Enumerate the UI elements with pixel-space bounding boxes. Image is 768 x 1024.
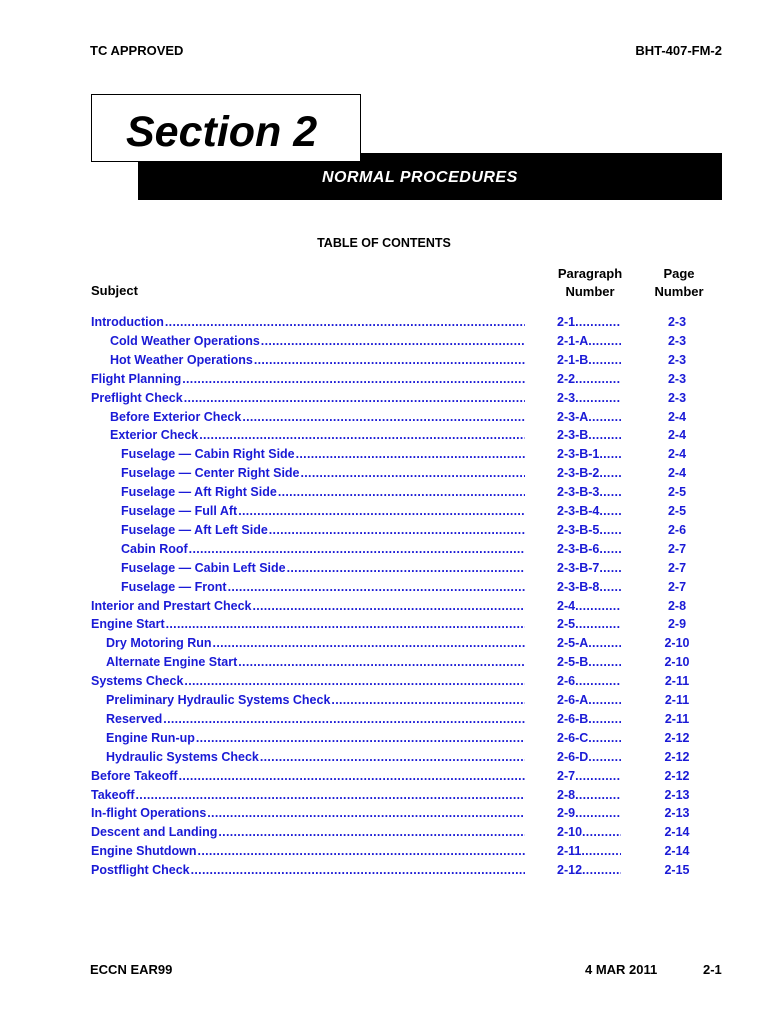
toc-entry-subject[interactable] bbox=[121, 445, 525, 464]
toc-entry-paragraph bbox=[557, 634, 621, 653]
toc-entry-subject[interactable] bbox=[121, 502, 525, 521]
toc-entry-page: 2-4 bbox=[667, 409, 687, 424]
toc-entry-subject-text: Introduction bbox=[91, 315, 164, 329]
toc-entry-subject-text: Descent and Landing bbox=[91, 825, 218, 840]
toc-entry-page: 2-9 bbox=[667, 617, 687, 632]
toc-entry-subject[interactable] bbox=[91, 823, 525, 842]
toc-entry-subject[interactable] bbox=[106, 710, 525, 729]
toc-entry[interactable] bbox=[0, 521, 768, 540]
toc-entry-paragraph-text: 2-2 bbox=[557, 371, 576, 386]
toc-entry-page: 2-7 bbox=[667, 579, 687, 594]
toc-entry-subject-text: Fuselage — Front bbox=[121, 579, 227, 594]
toc-entry-subject-text: Fuselage — Full Aft bbox=[121, 504, 238, 518]
toc-entry-subject-text: Fuselage — Aft Left Side bbox=[121, 522, 268, 537]
toc-entry-subject-text: Before Exterior Check bbox=[110, 409, 242, 424]
toc-entry-page: 2-3 bbox=[667, 352, 687, 367]
toc-entry[interactable] bbox=[0, 823, 768, 842]
toc-entry-page: 2-11 bbox=[664, 674, 690, 689]
column-header-page bbox=[640, 265, 718, 301]
toc-entry-paragraph-text: 2-5 bbox=[557, 617, 576, 632]
toc-entry-subject-text: Exterior Check bbox=[110, 428, 199, 443]
toc-title: TABLE OF CONTENTS bbox=[317, 236, 451, 250]
toc-entry-paragraph-text: 2-5-A bbox=[557, 636, 589, 651]
toc-entry-subject-text: Engine Start bbox=[91, 617, 165, 632]
toc-entry-subject-text: Takeoff bbox=[91, 787, 135, 802]
toc-entry-paragraph-text: 2-3-B-7 bbox=[557, 560, 600, 575]
toc-entry-subject-text: Postflight Check bbox=[91, 863, 190, 878]
toc-entry-subject-text: Engine Shutdown bbox=[91, 844, 197, 859]
toc-entry[interactable] bbox=[0, 370, 768, 389]
toc-entry-page: 2-12 bbox=[664, 730, 690, 745]
toc-entry-paragraph-text: 2-12 bbox=[557, 863, 583, 878]
toc-entry-paragraph bbox=[557, 710, 621, 729]
section-title: Section 2 bbox=[126, 108, 318, 156]
toc-entry-paragraph bbox=[557, 445, 621, 464]
toc-entry-paragraph bbox=[557, 653, 621, 672]
toc-entry-subject[interactable] bbox=[91, 842, 525, 861]
toc-entry-paragraph-text: 2-6 bbox=[557, 674, 576, 689]
toc-entry-page: 2-13 bbox=[664, 806, 690, 821]
toc-entry-page: 2-5 bbox=[667, 485, 687, 500]
toc-entry-paragraph bbox=[557, 351, 621, 370]
toc-entry-subject[interactable] bbox=[121, 483, 525, 502]
toc-entry-paragraph-text: 2-6-A bbox=[557, 693, 589, 707]
toc-entry-subject[interactable] bbox=[106, 729, 525, 748]
header-document-number: BHT-407-FM-2 bbox=[635, 43, 722, 58]
toc-entry-paragraph-text: 2-4 bbox=[557, 598, 576, 613]
toc-entry-page: 2-6 bbox=[667, 522, 687, 537]
toc-entry-paragraph-text: 2-10 bbox=[557, 825, 583, 840]
toc-entry-paragraph bbox=[557, 597, 621, 616]
toc-entry-subject[interactable] bbox=[110, 408, 525, 427]
toc-entry-page: 2-11 bbox=[664, 693, 690, 707]
toc-entry-subject[interactable] bbox=[91, 615, 525, 634]
toc-entry[interactable] bbox=[0, 597, 768, 616]
toc-entry-paragraph bbox=[557, 823, 621, 842]
toc-entry[interactable] bbox=[0, 842, 768, 861]
toc-entry-paragraph bbox=[557, 540, 621, 559]
toc-entry-subject[interactable] bbox=[91, 672, 525, 691]
toc-entry-page: 2-3 bbox=[667, 315, 687, 329]
toc-entry-subject[interactable] bbox=[106, 691, 525, 710]
toc-entry-page: 2-10 bbox=[664, 655, 690, 670]
toc-entry-subject[interactable] bbox=[121, 578, 525, 597]
toc-entry[interactable] bbox=[0, 540, 768, 559]
toc-entry-paragraph-text: 2-6-B bbox=[557, 711, 589, 726]
column-header-paragraph-line2: Number bbox=[565, 284, 615, 299]
toc-entry-page: 2-11 bbox=[664, 711, 690, 726]
toc-entry[interactable] bbox=[0, 578, 768, 597]
toc-entry[interactable] bbox=[0, 672, 768, 691]
column-header-paragraph-line1: Paragraph bbox=[557, 266, 623, 281]
toc-entry-paragraph bbox=[557, 464, 621, 483]
toc-entry-subject[interactable] bbox=[91, 767, 525, 786]
toc-entry-page: 2-4 bbox=[667, 447, 687, 462]
toc-entry-subject[interactable] bbox=[91, 370, 525, 389]
toc-entry-paragraph-text: 2-7 bbox=[557, 768, 576, 783]
toc-entry-paragraph bbox=[557, 313, 621, 332]
toc-entry-subject-text: Systems Check bbox=[91, 674, 184, 689]
toc-entry-subject-text: Hydraulic Systems Check bbox=[106, 749, 259, 764]
toc-entry-subject[interactable] bbox=[121, 540, 525, 559]
toc-entry-subject-text: Fuselage — Cabin Right Side bbox=[121, 447, 295, 462]
toc-entry-paragraph bbox=[557, 748, 621, 767]
toc-entry[interactable] bbox=[0, 710, 768, 729]
toc-entry-paragraph-text: 2-6-C bbox=[557, 730, 589, 745]
toc-entry-subject-text: Before Takeoff bbox=[91, 768, 178, 783]
toc-entry-subject-text: Reserved bbox=[106, 711, 163, 726]
toc-entry-paragraph-text: 2-11 bbox=[557, 844, 582, 859]
footer-page-number: 2-1 bbox=[703, 962, 722, 977]
toc-entry[interactable] bbox=[0, 351, 768, 370]
toc-entry-paragraph bbox=[557, 483, 621, 502]
header-left: TC APPROVED bbox=[90, 43, 184, 58]
toc-entry-paragraph-text: 2-8 bbox=[557, 787, 576, 802]
toc-entry-subject-text: Alternate Engine Start bbox=[106, 655, 238, 670]
toc-entry-subject[interactable] bbox=[110, 426, 525, 445]
toc-entry-subject-text: Fuselage — Aft Right Side bbox=[121, 485, 277, 500]
toc-entry-subject[interactable] bbox=[91, 786, 525, 805]
toc-entry[interactable] bbox=[0, 786, 768, 805]
toc-entry-paragraph-text: 2-3-B-6 bbox=[557, 541, 600, 556]
toc-entry-paragraph bbox=[557, 861, 621, 880]
toc-entry[interactable] bbox=[0, 502, 768, 521]
column-header-page-line2: Number bbox=[654, 284, 704, 299]
toc-entry-subject-text: Dry Motoring Run bbox=[106, 636, 212, 651]
toc-entry-paragraph-text: 2-3-B-3 bbox=[557, 485, 600, 500]
toc-entry[interactable] bbox=[0, 559, 768, 578]
footer-eccn: ECCN EAR99 bbox=[90, 962, 173, 977]
column-header-paragraph bbox=[544, 265, 636, 301]
toc-entry-paragraph-text: 2-3-B-4 bbox=[557, 504, 600, 518]
toc-entry-paragraph bbox=[557, 502, 621, 521]
toc-entry-paragraph bbox=[557, 786, 621, 805]
toc-entry-page: 2-10 bbox=[664, 636, 690, 651]
toc-entry-subject-text: Flight Planning bbox=[91, 371, 182, 386]
toc-entry-subject-text: In-flight Operations bbox=[91, 806, 207, 821]
toc-entry-page: 2-5 bbox=[667, 504, 687, 518]
toc-entry-paragraph bbox=[557, 426, 621, 445]
toc-entry-paragraph-text: 2-3-B-1 bbox=[557, 447, 600, 462]
toc-entry-subject[interactable] bbox=[91, 313, 525, 332]
toc-entry-subject[interactable] bbox=[106, 748, 525, 767]
toc-entry-subject-text: Fuselage — Center Right Side bbox=[121, 466, 300, 481]
toc-entry[interactable] bbox=[0, 313, 768, 332]
toc-entry-page: 2-3 bbox=[667, 390, 687, 405]
toc-entry[interactable] bbox=[0, 408, 768, 427]
toc-entry-page: 2-4 bbox=[667, 466, 687, 481]
toc-entry[interactable] bbox=[0, 691, 768, 710]
toc-entry[interactable] bbox=[0, 767, 768, 786]
footer-date: 4 MAR 2011 bbox=[585, 962, 658, 977]
toc-entry[interactable] bbox=[0, 483, 768, 502]
toc-entry-subject[interactable] bbox=[91, 597, 525, 616]
toc-entry-paragraph bbox=[557, 521, 621, 540]
toc-entry-paragraph bbox=[557, 842, 621, 861]
toc-entry-subject[interactable] bbox=[106, 634, 525, 653]
toc-entry-paragraph bbox=[557, 559, 621, 578]
toc-entry-subject-text: Cold Weather Operations bbox=[110, 333, 260, 348]
toc-entry-paragraph-text: 2-5-B bbox=[557, 655, 589, 670]
column-header-page-line1: Page bbox=[663, 266, 695, 281]
toc-entry[interactable] bbox=[0, 653, 768, 672]
toc-entry-paragraph-text: 2-3-B bbox=[557, 428, 589, 443]
toc-entry-page: 2-4 bbox=[667, 428, 687, 443]
toc-entry-page: 2-7 bbox=[667, 541, 687, 556]
toc-entry[interactable] bbox=[0, 332, 768, 351]
toc-entry-page: 2-3 bbox=[667, 371, 687, 386]
toc-entry-paragraph-text: 2-3-A bbox=[557, 409, 589, 424]
toc-entry-paragraph bbox=[557, 615, 621, 634]
toc-entry-subject[interactable] bbox=[91, 389, 525, 408]
toc-entry[interactable] bbox=[0, 804, 768, 823]
toc-entry-subject-text: Preliminary Hydraulic Systems Check bbox=[106, 693, 331, 707]
toc-entry-page: 2-8 bbox=[667, 598, 687, 613]
toc-entry-paragraph bbox=[557, 578, 621, 597]
toc-entry-page: 2-14 bbox=[664, 844, 690, 859]
toc-entry-paragraph-text: 2-3-B-5 bbox=[557, 522, 600, 537]
toc-entry-subject[interactable] bbox=[106, 653, 525, 672]
toc-entry[interactable] bbox=[0, 748, 768, 767]
toc-entry-subject-text: Hot Weather Operations bbox=[110, 352, 253, 367]
toc-entry-subject-text: Interior and Prestart Check bbox=[91, 598, 252, 613]
toc-entry-subject[interactable] bbox=[110, 332, 525, 351]
toc-entry-page: 2-12 bbox=[664, 749, 690, 764]
toc-entry[interactable] bbox=[0, 729, 768, 748]
toc-entry[interactable] bbox=[0, 464, 768, 483]
section-subtitle: NORMAL PROCEDURES bbox=[322, 169, 518, 186]
toc-entry-page: 2-13 bbox=[664, 787, 690, 802]
toc-entry-paragraph-text: 2-3-B-8 bbox=[557, 579, 600, 594]
toc-entry-page: 2-3 bbox=[667, 333, 687, 348]
toc-entry-subject[interactable] bbox=[91, 861, 525, 880]
toc-entry-page: 2-14 bbox=[664, 825, 690, 840]
toc-entry-paragraph bbox=[557, 370, 621, 389]
toc-entry-subject-text: Preflight Check bbox=[91, 390, 183, 405]
toc-entry-paragraph-text: 2-1-A bbox=[557, 333, 589, 348]
toc-entry[interactable] bbox=[0, 634, 768, 653]
toc-entry-subject[interactable] bbox=[121, 521, 525, 540]
toc-entry[interactable] bbox=[0, 426, 768, 445]
toc-entry[interactable] bbox=[0, 861, 768, 880]
toc-entry-subject[interactable] bbox=[121, 464, 525, 483]
toc-entry-paragraph bbox=[557, 389, 621, 408]
toc-entry-page: 2-7 bbox=[667, 560, 687, 575]
toc-entry-subject-text: Engine Run-up bbox=[106, 730, 195, 745]
toc-entry[interactable] bbox=[0, 389, 768, 408]
toc-entry-subject[interactable] bbox=[110, 351, 525, 370]
toc-entry-paragraph bbox=[557, 729, 621, 748]
toc-entry[interactable] bbox=[0, 615, 768, 634]
toc-entry-paragraph-text: 2-1-B bbox=[557, 352, 589, 367]
toc-entry-paragraph bbox=[557, 767, 621, 786]
toc-entry-paragraph bbox=[557, 332, 621, 351]
toc-entry-paragraph-text: 2-1 bbox=[557, 315, 576, 329]
column-header-subject: Subject bbox=[91, 283, 138, 298]
toc-entry-paragraph-text: 2-3 bbox=[557, 390, 576, 405]
toc-entry-paragraph-text: 2-9 bbox=[557, 806, 576, 821]
toc-entry-paragraph-text: 2-3-B-2 bbox=[557, 466, 600, 481]
toc-entry-page: 2-15 bbox=[664, 863, 690, 878]
toc-entry-subject-text: Cabin Roof bbox=[121, 541, 188, 556]
toc-entry-page: 2-12 bbox=[664, 768, 690, 783]
toc-entry-paragraph bbox=[557, 804, 621, 823]
toc-entry-paragraph-text: 2-6-D bbox=[557, 749, 589, 764]
toc-entry-paragraph bbox=[557, 408, 621, 427]
toc-entry-paragraph bbox=[557, 691, 621, 710]
toc-entry-subject-text: Fuselage — Cabin Left Side bbox=[121, 560, 286, 575]
toc-entry-paragraph bbox=[557, 672, 621, 691]
toc-entry-subject[interactable] bbox=[121, 559, 525, 578]
toc-entry[interactable] bbox=[0, 445, 768, 464]
toc-entry-subject[interactable] bbox=[91, 804, 525, 823]
